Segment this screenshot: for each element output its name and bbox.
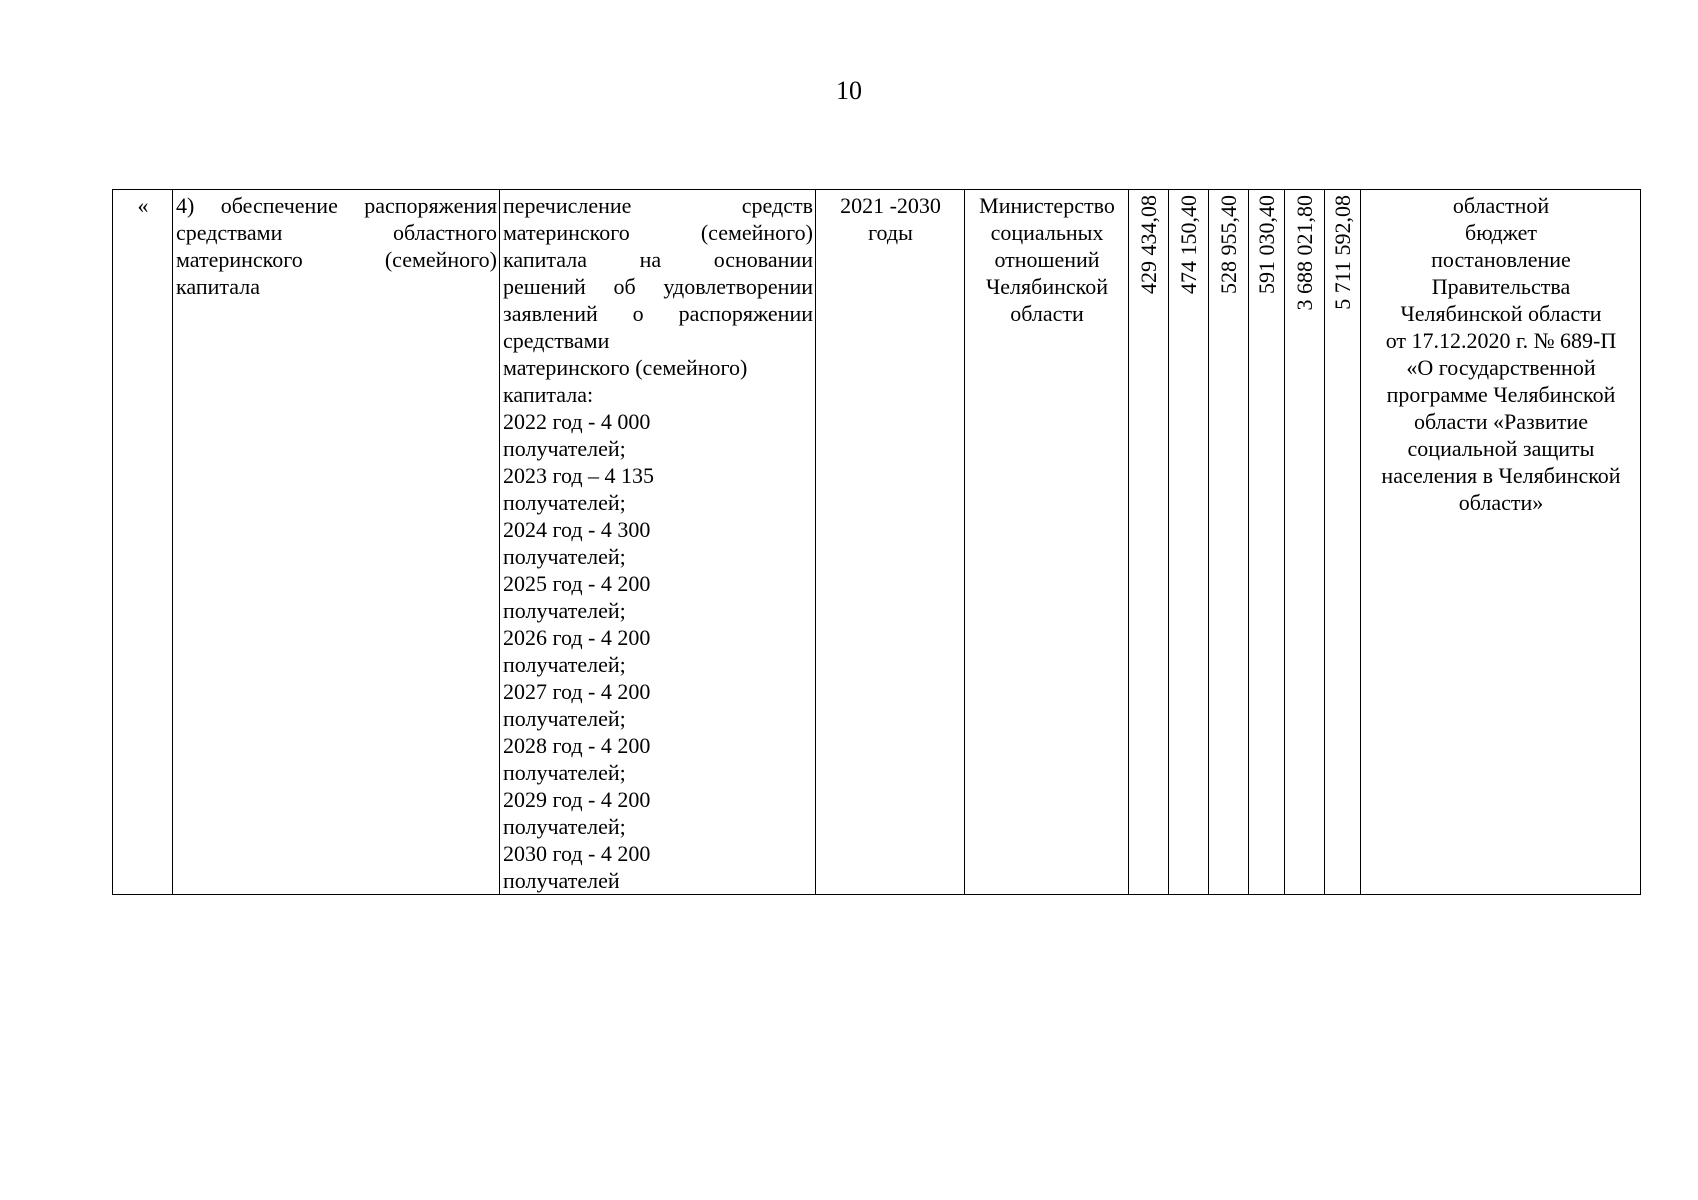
page-number: 10	[836, 76, 862, 105]
amount-value: 429 434,08	[1136, 195, 1161, 294]
funding-source-line: программе Челябинской	[1386, 382, 1616, 407]
description-line: получателей;	[503, 436, 626, 461]
amount-cell	[1325, 190, 1361, 895]
description-line: получателей;	[503, 598, 626, 623]
description-line: материнского (семейного)	[503, 220, 813, 245]
activity-name-cell	[173, 190, 500, 895]
activity-name-line: 4) обеспечение распоряжения	[176, 193, 497, 218]
description-cell	[500, 190, 816, 895]
description-line: капитала:	[503, 382, 594, 407]
description-line: 2026 год - 4 200	[503, 625, 651, 650]
description-line: получателей;	[503, 490, 626, 515]
description-line: материнского (семейного)	[503, 355, 748, 380]
description-line: 2023 год – 4 135	[503, 463, 655, 488]
funding-source-line: постановление	[1431, 247, 1571, 272]
description-line: заявлений о распоряжении	[503, 301, 813, 326]
table-row	[113, 190, 1641, 895]
program-table	[112, 189, 1641, 895]
executor-cell	[965, 190, 1129, 895]
amount-cell	[1285, 190, 1325, 895]
amount-value: 591 030,40	[1254, 195, 1279, 294]
period-line: годы	[868, 220, 913, 245]
description-line: 2030 год - 4 200	[503, 841, 651, 866]
description-line: 2022 год - 4 000	[503, 409, 651, 434]
opening-quote-cell	[113, 190, 173, 895]
description-line: 2025 год - 4 200	[503, 571, 651, 596]
amount-cell	[1169, 190, 1209, 895]
description-line: 2027 год - 4 200	[503, 679, 651, 704]
executor-line: социальных	[990, 220, 1104, 245]
description-line: получателей	[503, 868, 620, 893]
funding-source-cell	[1361, 190, 1641, 895]
funding-source-line: области «Развитие	[1413, 409, 1589, 434]
period-cell	[816, 190, 965, 895]
description-line: 2024 год - 4 300	[503, 517, 651, 542]
funding-source-line: от 17.12.2020 г. № 689-П	[1385, 328, 1617, 353]
executor-line: Челябинской	[985, 274, 1108, 299]
activity-name-line: капитала	[176, 274, 260, 299]
amount-cell	[1129, 190, 1169, 895]
funding-source-line: области»	[1458, 490, 1544, 515]
amount-value: 3 688 021,80	[1292, 195, 1317, 311]
funding-source-line: Правительства	[1431, 274, 1571, 299]
description-line: решений об удовлетворении	[503, 274, 813, 299]
period-line: 2021 -2030	[840, 193, 941, 218]
description-line: 2029 год - 4 200	[503, 787, 651, 812]
activity-name-line: материнского (семейного)	[176, 247, 497, 272]
funding-source-line: населения в Челябинской	[1381, 463, 1621, 488]
funding-source-line: бюджет	[1465, 220, 1537, 245]
amount-cell	[1209, 190, 1249, 895]
opening-quote: «	[137, 193, 149, 218]
amount-value: 474 150,40	[1176, 195, 1201, 294]
amount-cell	[1249, 190, 1285, 895]
description-line: 2028 год - 4 200	[503, 733, 651, 758]
executor-line: Министерство	[979, 193, 1115, 218]
description-line: получателей;	[503, 706, 626, 731]
executor-line: отношений	[994, 247, 1100, 272]
funding-source-line: Челябинской области	[1400, 301, 1602, 326]
description-line: получателей;	[503, 760, 626, 785]
funding-source-line: «О государственной	[1406, 355, 1596, 380]
amount-value: 528 955,40	[1216, 195, 1241, 294]
description-line: капитала на основании	[503, 247, 813, 272]
activity-name-line: средствами областного	[176, 220, 497, 245]
description-line: получателей;	[503, 544, 626, 569]
description-line: получателей;	[503, 814, 626, 839]
executor-line: области	[1010, 301, 1084, 326]
funding-source-line: областной	[1452, 193, 1550, 218]
amount-value: 5 711 592,08	[1330, 195, 1355, 310]
funding-source-line: социальной защиты	[1407, 436, 1595, 461]
description-line: получателей;	[503, 652, 626, 677]
description-line: перечисление средств	[503, 193, 813, 218]
description-line: средствами	[503, 328, 610, 353]
